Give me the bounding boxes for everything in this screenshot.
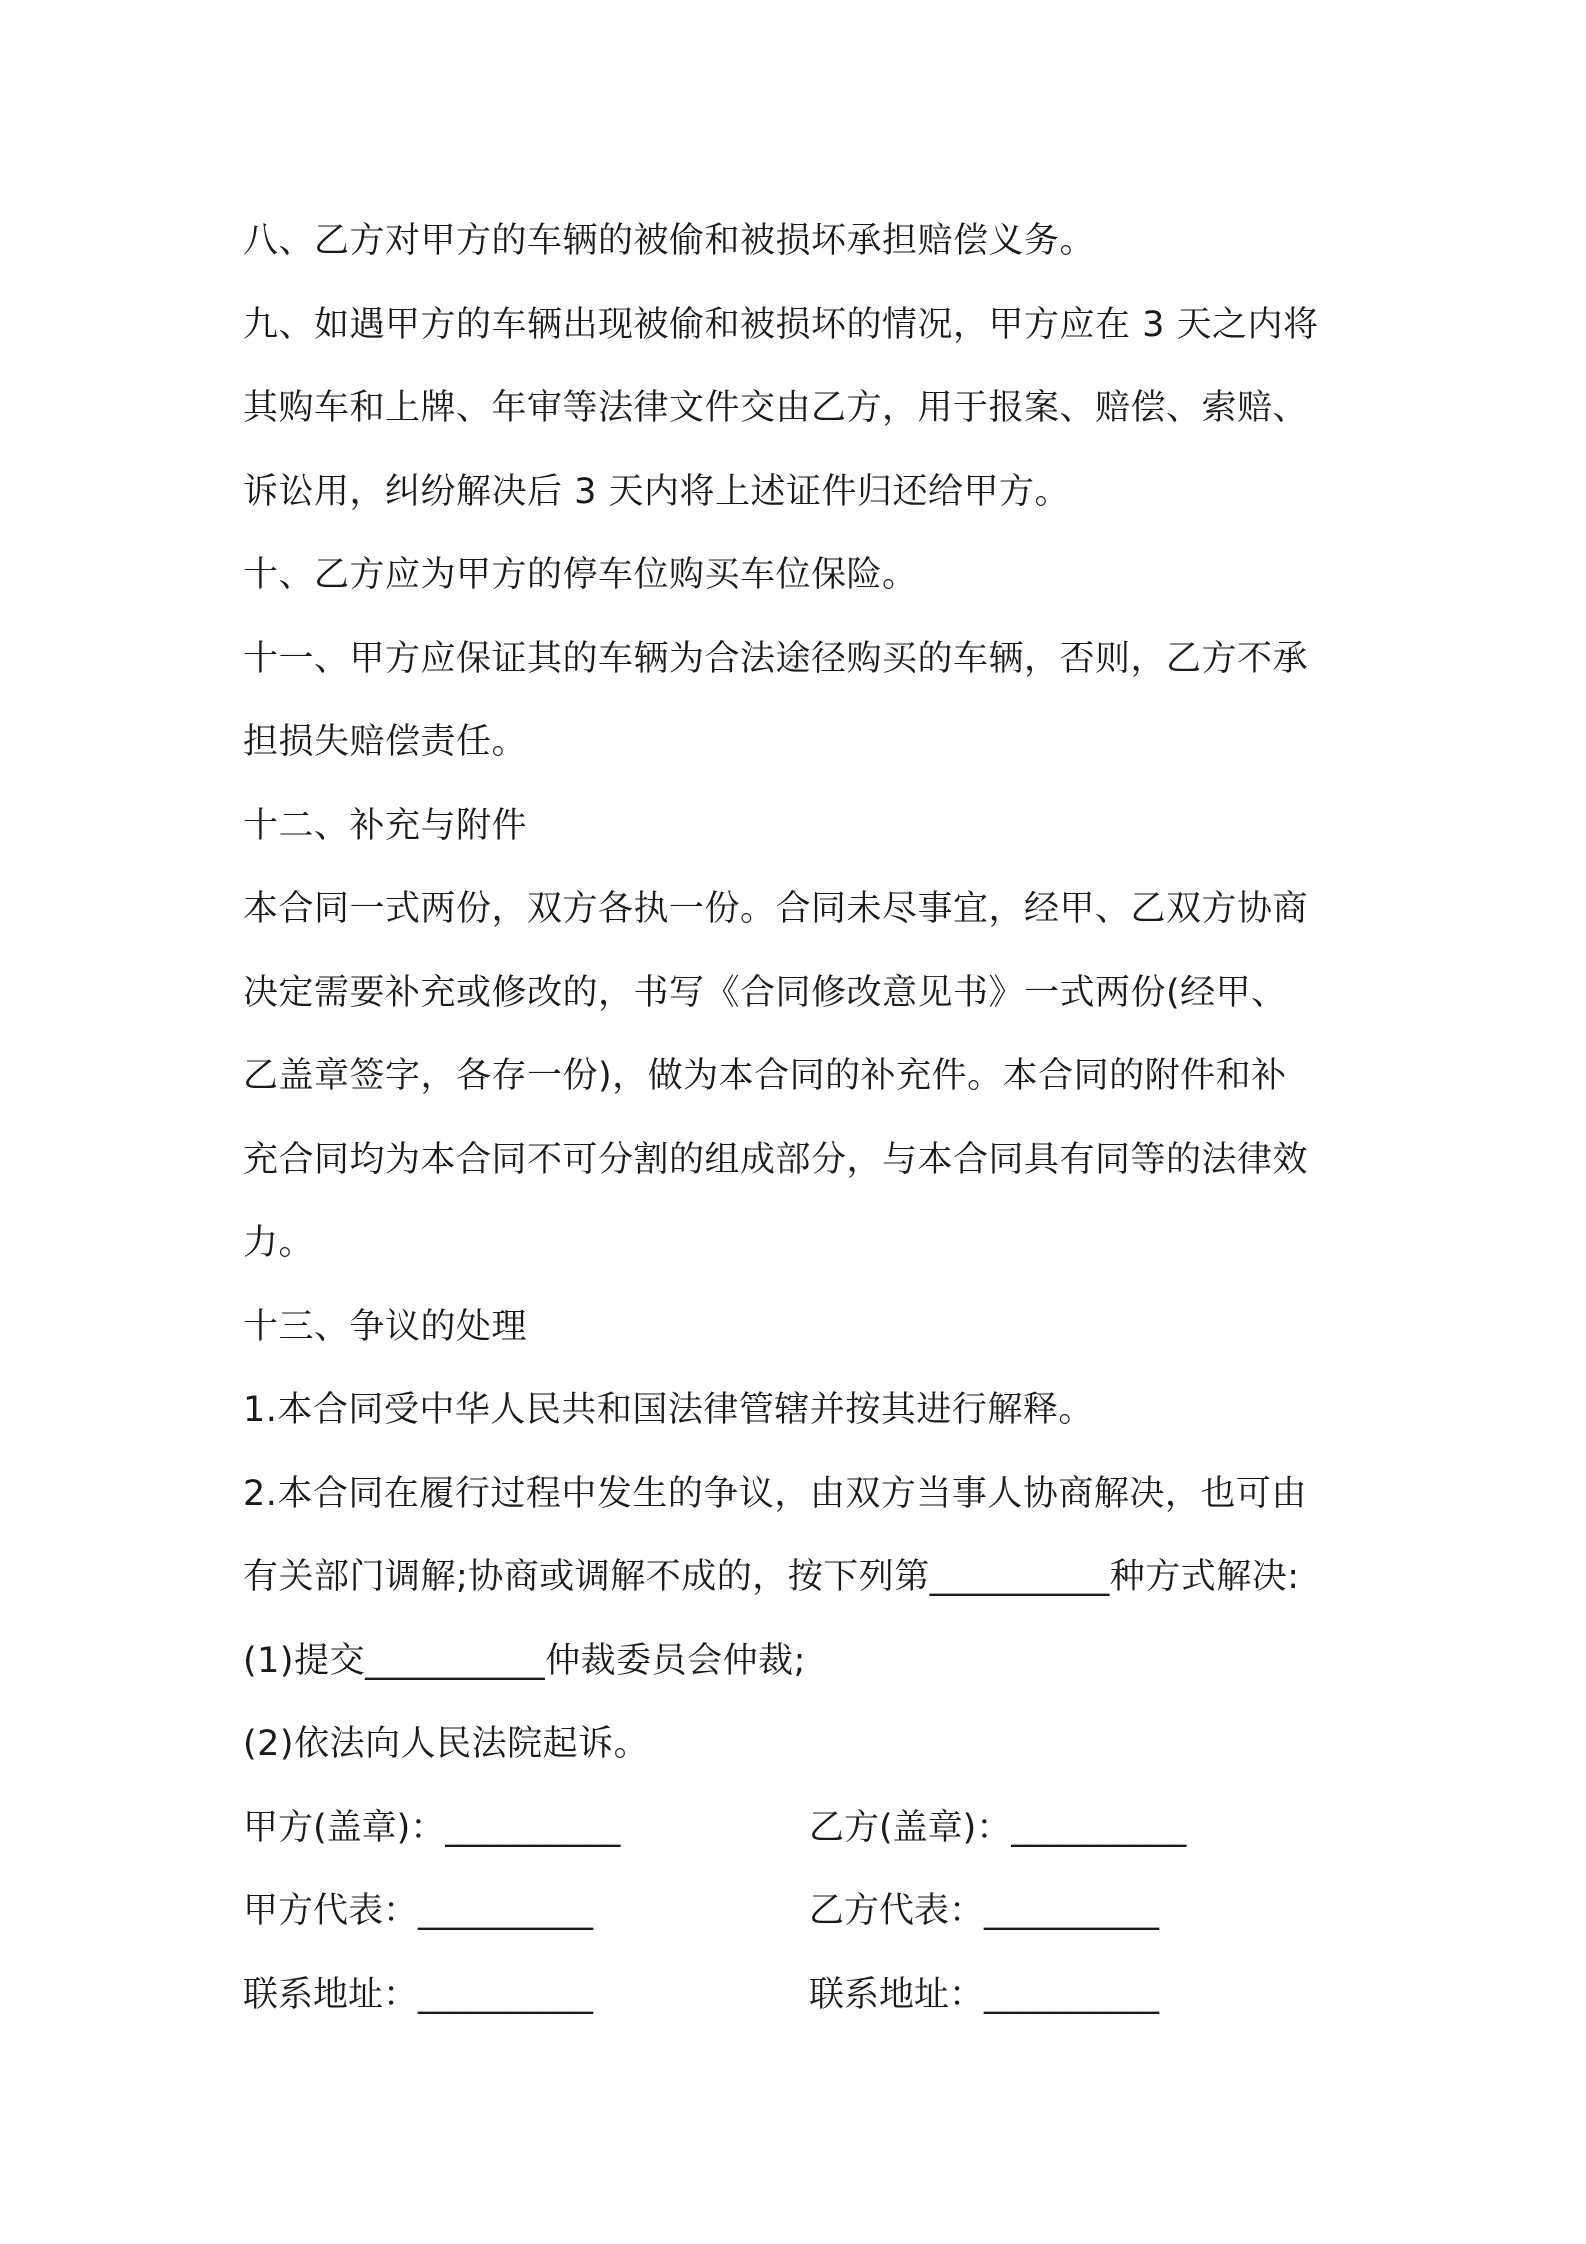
- clause-12-heading: 十二、补充与附件: [243, 805, 528, 846]
- document-body: [243, 200, 1363, 2037]
- party-b-address: 联系地址：__________: [809, 1974, 1160, 2015]
- party-b-representative: 乙方代表：__________: [809, 1891, 1160, 1931]
- clause-12-line-5: 力。: [243, 1223, 315, 1263]
- clause-11-line-1: 十一、甲方应保证其的车辆为合法途径购买的车辆，否则，乙方不承: [243, 638, 1309, 679]
- party-b-seal: 乙方(盖章)：__________: [809, 1807, 1187, 1848]
- clause-12-line-2: 决定需要补充或修改的，书写《合同修改意见书》一式两份(经甲、: [243, 972, 1287, 1013]
- clause-9-line-3: 诉讼用，纠纷解决后 3 天内将上述证件归还给甲方。: [243, 471, 1071, 512]
- clause-9-line-1: 九、如遇甲方的车辆出现被偷和被损坏的情况，甲方应在 3 天之内将: [243, 304, 1319, 345]
- clause-10: 十、乙方应为甲方的停车位购买车位保险。: [243, 555, 918, 595]
- clause-13-heading: 十三、争议的处理: [243, 1306, 528, 1347]
- clause-13-item-2-line-2: 有关部门调解;协商或调解不成的，按下列第__________种方式解决:: [243, 1557, 1300, 1597]
- signature-row-seal: [243, 1787, 1363, 1871]
- clause-11-line-2: 担损失赔偿责任。: [243, 722, 528, 762]
- clause-13-item-1: 1.本合同受中华人民共和国法律管辖并按其进行解释。: [243, 1390, 1094, 1430]
- clause-13-option-1: (1)提交__________仲裁委员会仲裁;: [243, 1640, 806, 1681]
- signature-row-representative: [243, 1870, 1363, 1954]
- clause-13-item-2-line-1: 2.本合同在履行过程中发生的争议，由双方当事人协商解决，也可由: [243, 1473, 1307, 1514]
- party-a-address: 联系地址：__________: [243, 1974, 594, 2015]
- clause-9-line-2: 其购车和上牌、年审等法律文件交由乙方，用于报案、赔偿、索赔、: [243, 388, 1309, 428]
- party-a-representative: 甲方代表：__________: [243, 1891, 594, 1931]
- clause-12-line-3: 乙盖章签字，各存一份)，做为本合同的补充件。本合同的附件和补: [243, 1056, 1287, 1096]
- signature-row-address: [243, 1954, 1363, 2038]
- party-a-seal: 甲方(盖章)：__________: [243, 1807, 621, 1848]
- clause-8: 八、乙方对甲方的车辆的被偷和被损坏承担赔偿义务。: [243, 221, 1096, 261]
- clause-12-line-1: 本合同一式两份，双方各执一份。合同未尽事宜，经甲、乙双方协商: [243, 889, 1309, 929]
- clause-12-line-4: 充合同均为本合同不可分割的组成部分，与本合同具有同等的法律效: [243, 1139, 1309, 1180]
- clause-13-option-2: (2)依法向人民法院起诉。: [243, 1724, 650, 1764]
